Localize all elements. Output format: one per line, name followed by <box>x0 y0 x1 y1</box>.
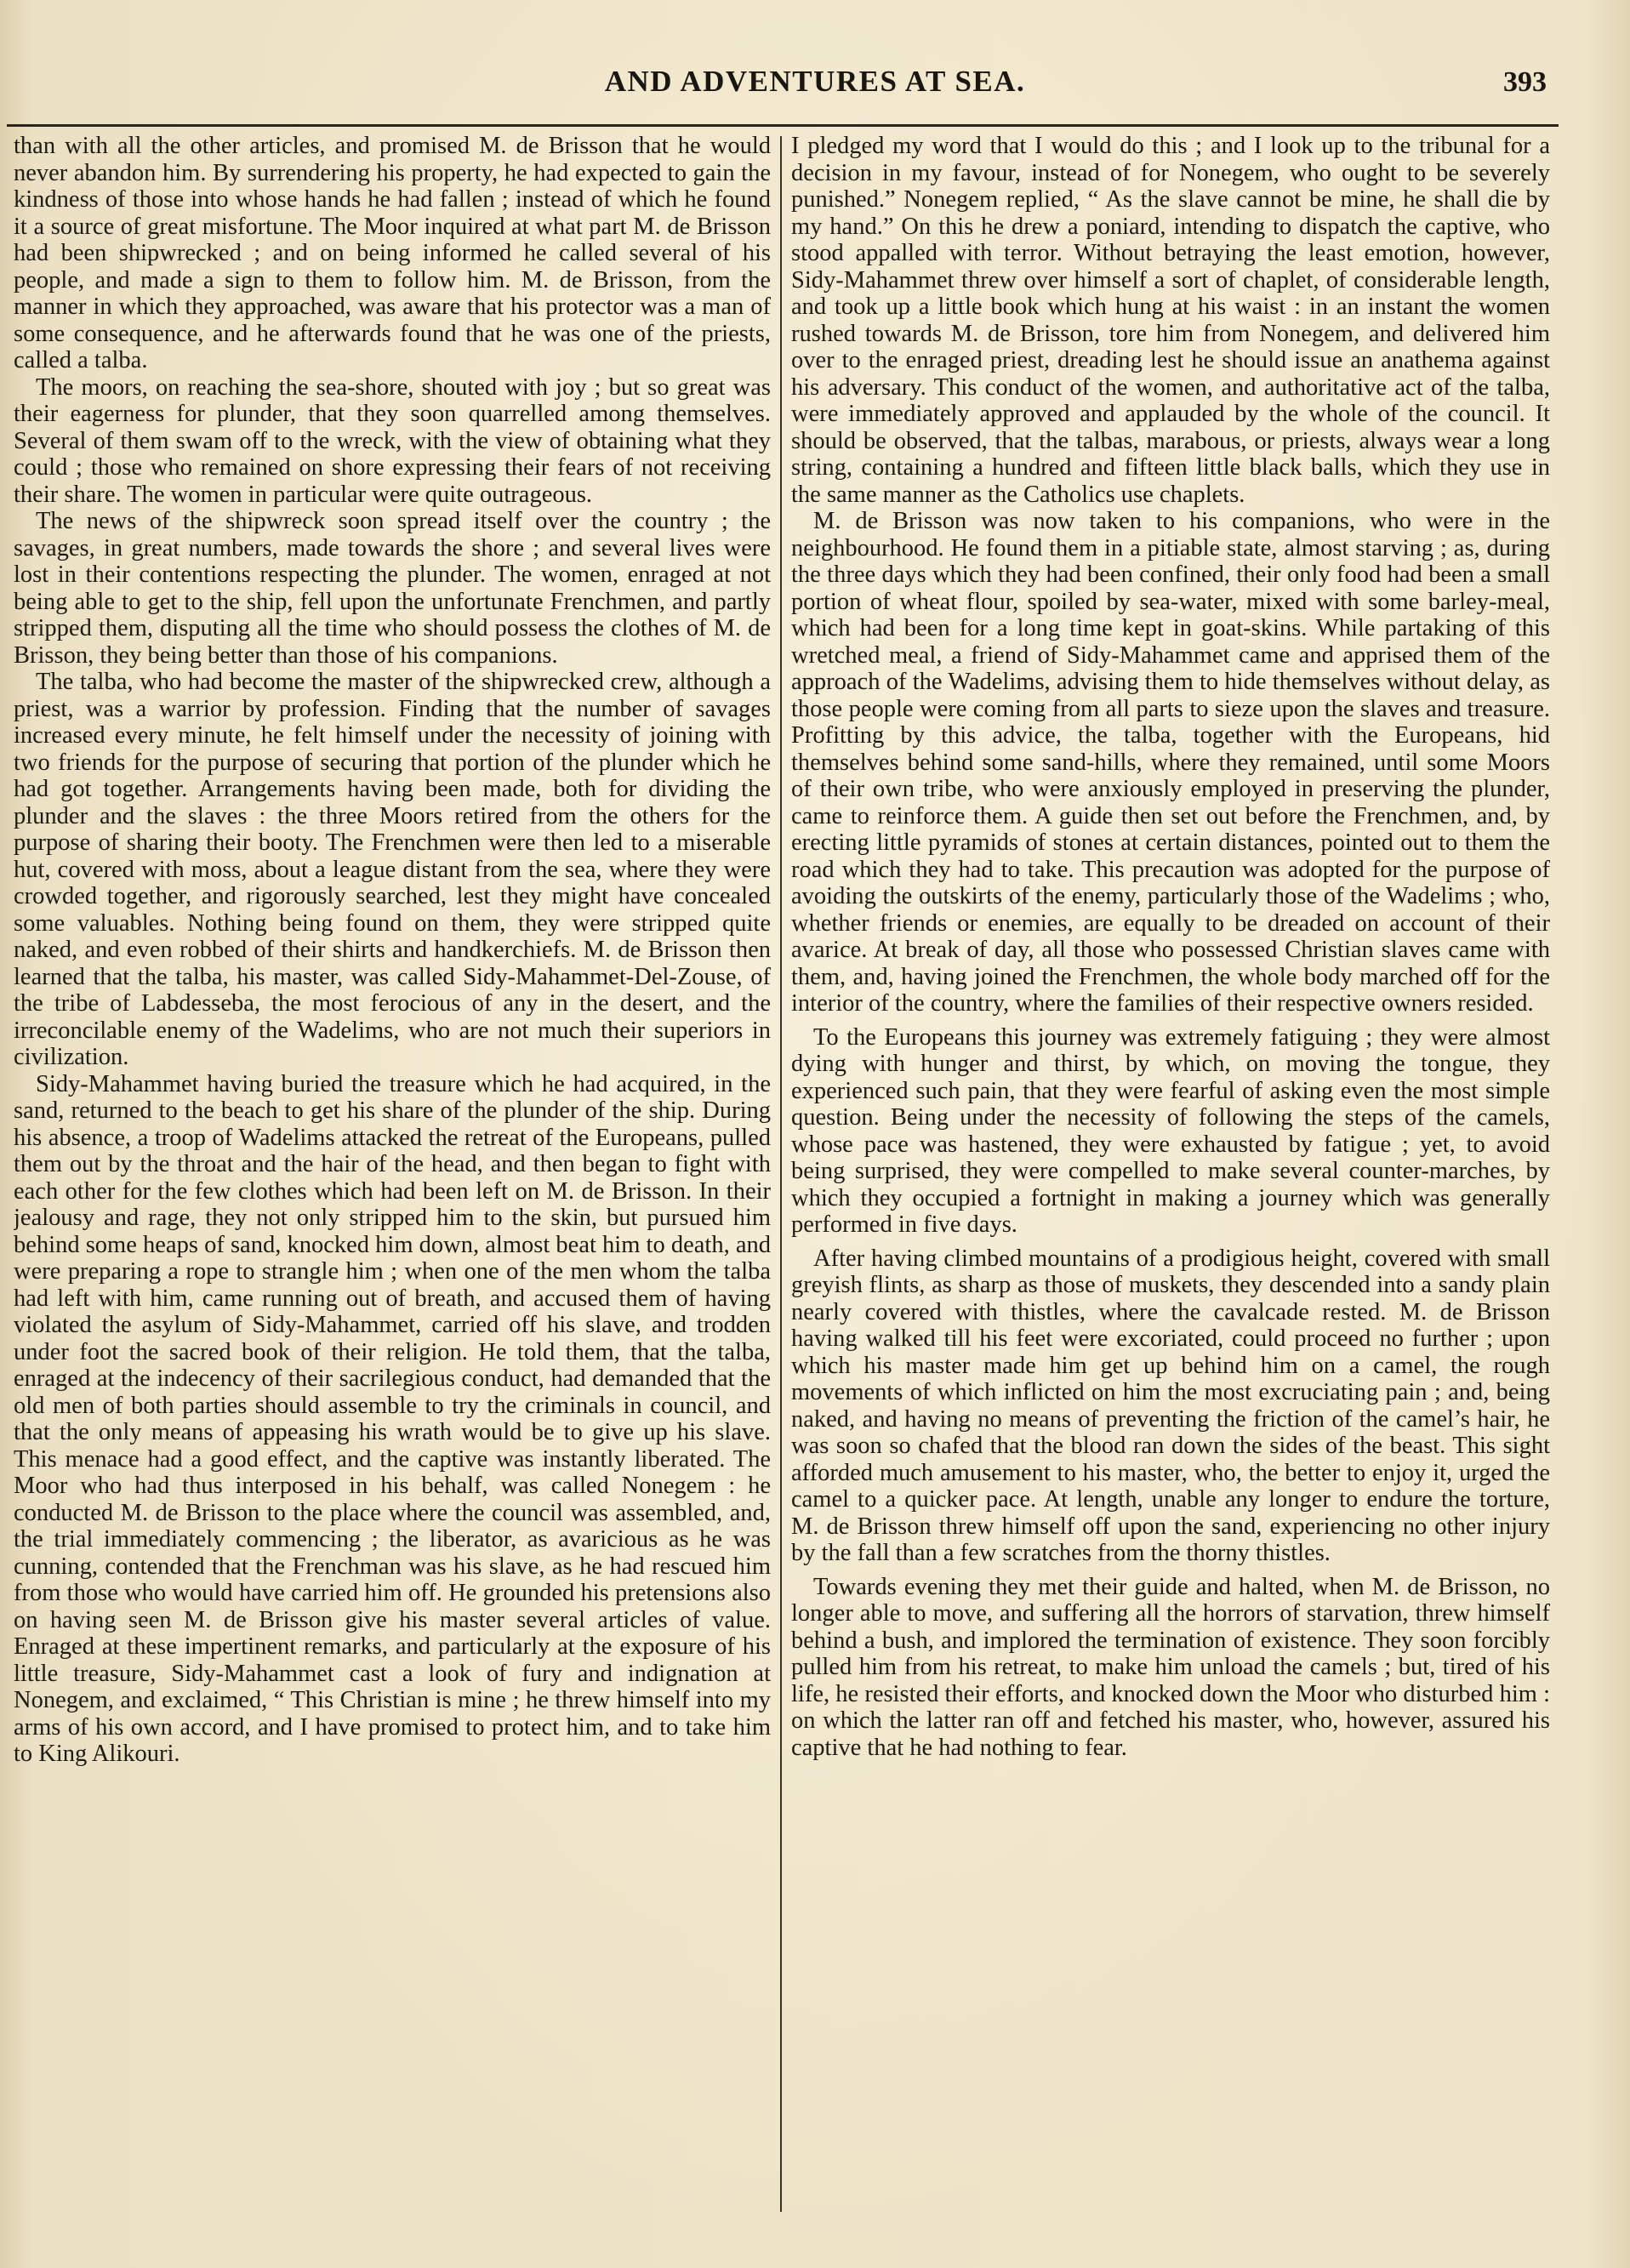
left-paragraph-1: than with all the other articles, and promised M. de Brisson that he would never abandon him. By surrendering his property, he had expected to gain the kindness of those into whose hands he had fallen ; instead of which he found it a source of great misfortune. The Moor inquired at what part M. de Brisson had been shipwrecked ; and on being informed he called several of his people, and made a sign to them to follow him. M. de Brisson, from the manner in which they approached, was aware that his protector was a man of some consequence, and he afterwards found that he was one of the priests, called a talba. <box>14 133 771 373</box>
column-divider <box>780 136 782 2212</box>
right-paragraph-1: I pledged my word that I would do this ; and I look up to the tribunal for a decision in my favour, instead of for Nonegem, who ought to be severely punished.” Nonegem replied, “ As the slave cannot be mine, he shall die by my hand.” On this he drew a poniard, intending to dispatch the captive, who stood appalled with terror. Without betraying the least emotion, however, Sidy-Mahammet threw over himself a sort of chaplet, of considerable length, and took up a little book which hung at his waist : in an instant the women rushed towards M. de Brisson, tore him from Nonegem, and delivered him over to the enraged priest, dreading lest he should issue an anathema against his adversary. This conduct of the women, and authoritative act of the talba, were immediately approved and applauded by the whole of the council. It should be observed, that the talbas, marabous, or priests, always wear a long string, containing a hundred and fifteen little black balls, which they use in the same manner as the Catholics use chaplets. <box>791 133 1550 508</box>
left-paragraph-2: The moors, on reaching the sea-shore, shouted with joy ; but so great was their eagerness for plunder, that they soon quarrelled among themselves. Several of them swam off to the wreck, with the view of obtaining what they could ; those who remained on shore expressing their fears of not receiving their share. The women in particular were quite outrageous. <box>14 373 771 508</box>
right-paragraph-5: Towards evening they met their guide and halted, when M. de Brisson, no longer able to move, and suffering all the horrors of starvation, threw himself behind a bush, and implored the termination of existence. They soon forcibly pulled him from his retreat, to make him unload the camels ; but, tired of his life, he resisted their efforts, and knocked down the Moor who disturbed him : on which the latter ran off and fetched his master, who, however, assured his captive that he had nothing to fear. <box>791 1573 1550 1761</box>
left-paragraph-4: The talba, who had become the master of the shipwrecked crew, although a priest, was a warrior by profession. Finding that the number of savages increased every minute, he felt himself under the necessity of joining with two friends for the purpose of securing that portion of the plunder which he had got together. Arrangements having been made, both for dividing the plunder and the slaves : the three Moors retired from the others for the purpose of sharing their booty. The Frenchmen were then led to a miserable hut, covered with moss, about a league distant from the sea, where they were crowded together, and rigorously searched, lest they might have concealed some valuables. Nothing being found on them, they were stripped quite naked, and even robbed of their shirts and handkerchiefs. M. de Brisson then learned that the talba, his master, was called Sidy-Mahammet-Del-Zouse, of the tribe of Labdesseba, the most ferocious of any in the desert, and the irreconcilable enemy of the Wadelims, who are not much their superiors in civilization. <box>14 669 771 1070</box>
left-paragraph-5: Sidy-Mahammet having buried the treasure which he had acquired, in the sand, returned to the beach to get his share of the plunder of the ship. During his absence, a troop of Wadelims attacked the retreat of the Europeans, pulled them out by the throat and the hair of the head, and then began to fight with each other for the few clothes which had been left on M. de Brisson. In their jealousy and rage, they not only stripped him to the skin, but pursued him behind some heaps of sand, knocked him down, almost beat him to death, and were preparing a rope to strangle him ; when one of the men whom the talba had left with him, came running out of breath, and accused them of having violated the asylum of Sidy-Mahammet, carried off his slave, and trodden under foot the sacred book of their religion. He told them, that the talba, enraged at the indecency of their sacrilegious conduct, had demanded that the old men of both parties should assemble to try the criminals in council, and that the only means of appeasing his wrath would be to give up his slave. This menace had a good effect, and the captive was instantly liberated. The Moor who had thus interposed in his behalf, was called Nonegem : he conducted M. de Brisson to the place where the council was assembled, and, the trial immediately commencing ; the liberator, as avaricious as he was cunning, contended that the Frenchman was his slave, as he had rescued him from those who would have carried him off. He grounded his pretensions also on having seen M. de Brisson give his master several articles of value. Enraged at these impertinent remarks, and particularly at the exposure of his little treasure, Sidy-Mahammet cast a look of fury and indignation at Nonegem, and exclaimed, “ This Christian is mine ; he threw himself into my arms of his own accord, and I have promised to protect him, and to take him to King Alikouri. <box>14 1070 771 1767</box>
left-column <box>14 133 771 2225</box>
right-column <box>791 133 1550 2225</box>
right-paragraph-2: M. de Brisson was now taken to his companions, who were in the neighbourhood. He found them in a pitiable state, almost starving ; as, during the three days which they had been confined, their only food had been a small portion of wheat flour, spoiled by sea-water, mixed with some barley-meal, which had been for a long time kept in goat-skins. While partaking of this wretched meal, a friend of Sidy-Mahammet came and apprised them of the approach of the Wadelims, advising them to hide themselves without delay, as those people were coming from all parts to sieze upon the slaves and treasure. Profitting by this advice, the talba, together with the Europeans, hid themselves behind some sand-hills, where they remained, until some Moors of their own tribe, who were anxiously employed in preserving the plunder, came to reinforce them. A guide then set out before the Frenchmen, and, by erecting little pyramids of stones at certain distances, pointed out to them the road which they had to take. This precaution was adopted for the purpose of avoiding the outskirts of the enemy, particularly those of the Wadelims ; who, whether friends or enemies, are equally to be dreaded on account of their avarice. At break of day, all those who possessed Christian slaves came with them, and, having joined the Frenchmen, the whole body marched off for the interior of the country, where the families of their respective owners resided. <box>791 508 1550 1017</box>
running-head <box>0 0 1630 119</box>
left-paragraph-3: The news of the shipwreck soon spread itself over the country ; the savages, in great numbers, made towards the shore ; and several lives were lost in their contentions respecting the plunder. The women, enraged at not being able to get to the ship, fell upon the unfortunate Frenchmen, and partly stripped them, disputing all the time who should possess the clothes of M. de Brisson, they being better than those of his companions. <box>14 508 771 669</box>
running-title: AND ADVENTURES AT SEA. <box>604 65 1026 98</box>
header-rule <box>7 124 1559 127</box>
right-paragraph-3: To the Europeans this journey was extremely fatiguing ; they were almost dying with hunger and thirst, by which, on moving the tongue, they experienced such pain, that they were fearful of asking even the most simple question. Being under the necessity of following the steps of the camels, whose pace was hastened, they were exhausted by fatigue ; yet, to avoid being surprised, they were compelled to make several counter-marches, by which they occupied a fortnight in making a journey which was generally performed in five days. <box>791 1023 1550 1238</box>
page-number: 393 <box>1503 66 1547 98</box>
right-paragraph-4: After having climbed mountains of a prodigious height, covered with small greyish flints, as sharp as those of muskets, they descended into a sandy plain nearly covered with thistles, where the cavalcade rested. M. de Brisson having walked till his feet were excoriated, could proceed no further ; upon which his master made him get up behind him on a camel, the rough movements of which inflicted on him the most excruciating pain ; and, being naked, and having no means of preventing the friction of the camel’s hair, he was soon so chafed that the blood ran down the sides of the beast. This sight afforded much amusement to his master, who, the better to enjoy it, urged the camel to a quicker pace. At length, unable any longer to endure the torture, M. de Brisson threw himself off upon the sand, experiencing no other injury by the fall than a few scratches from the thorny thistles. <box>791 1245 1550 1566</box>
